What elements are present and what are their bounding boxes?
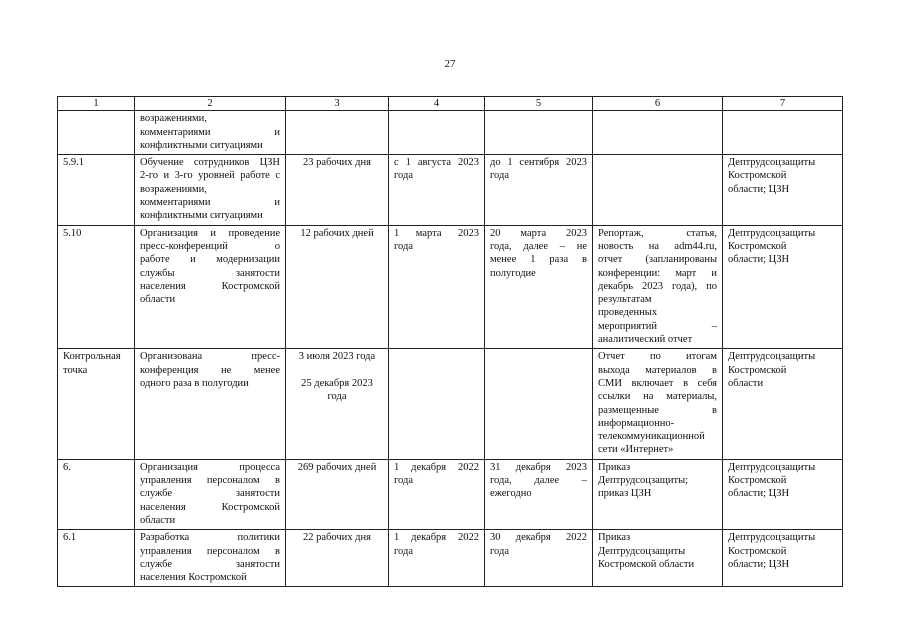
cell-text-line: 23 рабочих дня (303, 157, 371, 169)
activity-cell (135, 530, 286, 587)
cell-text-line: возражениями, (140, 113, 207, 125)
cell-text-line: года (490, 545, 509, 557)
start-date-cell (389, 530, 485, 587)
table-row (58, 530, 843, 587)
result-cell (593, 111, 723, 155)
cell-text-line: области; ЦЗН (728, 488, 790, 500)
result-cell (593, 155, 723, 225)
cell-text-line (291, 364, 383, 377)
cell-text-line: 31 декабря 2023 (490, 461, 587, 473)
cell-text-line: службе занятости (140, 488, 280, 500)
cell-text-line: Дептрудсоцзащиты (728, 532, 816, 544)
cell-text-line: точка (63, 364, 88, 376)
column-number-6: 6 (593, 97, 723, 111)
result-cell (593, 459, 723, 529)
table-row (58, 459, 843, 529)
end-date-cell (485, 349, 593, 459)
start-date-cell (389, 459, 485, 529)
cell-text-line: области; ЦЗН (728, 558, 790, 570)
column-number-4: 4 (389, 97, 485, 111)
cell-text-line: области (140, 294, 176, 306)
cell-text-line: года, далее – (490, 475, 587, 487)
cell-text-line: области (140, 514, 176, 526)
cell-text-line: области; ЦЗН (728, 183, 790, 195)
cell-text-line: Дептрудсоцзащиты (728, 157, 816, 169)
table-row (58, 155, 843, 225)
cell-text-line: ссылки на материалы, (598, 391, 717, 403)
start-date-cell (389, 349, 485, 459)
cell-text-line: 1 декабря 2022 (394, 532, 479, 544)
cell-text-line: возражениями, (140, 183, 207, 195)
item-number-cell (58, 155, 135, 225)
start-date-cell (389, 111, 485, 155)
cell-text-line: мероприятий – (598, 320, 717, 332)
plan-table (57, 96, 843, 587)
column-number-1: 1 (58, 97, 135, 111)
cell-text-line: ежегодно (490, 488, 532, 500)
cell-text-line: года (490, 170, 509, 182)
item-number-cell (58, 225, 135, 349)
cell-text-line: информационно- (598, 417, 675, 429)
item-number-cell (58, 111, 135, 155)
cell-text-line: Дептрудсоцзащиты (728, 461, 816, 473)
cell-text-line: 5.9.1 (63, 157, 84, 169)
cell-text-line: результатам (598, 294, 652, 306)
cell-text-line: населения Костромской (140, 280, 280, 292)
result-cell (593, 225, 723, 349)
cell-text-line: Костромской области (598, 558, 695, 570)
cell-text-line: службе занятости (140, 558, 280, 570)
activity-cell (135, 349, 286, 459)
cell-text-line: Отчет по итогам (598, 351, 717, 363)
cell-text-line: года (394, 240, 413, 252)
item-number-cell (58, 349, 135, 459)
cell-text-line: управления персоналом в (140, 545, 280, 557)
cell-text-line: Костромской (728, 170, 787, 182)
cell-text-line: конфликтными ситуациями (140, 139, 263, 151)
duration-cell (286, 225, 389, 349)
cell-text-line: 6. (63, 461, 71, 473)
cell-text-line: отчет (запланированы (598, 254, 717, 266)
end-date-cell (485, 530, 593, 587)
cell-text-line: приказ ЦЗН (598, 488, 652, 500)
activity-cell (135, 155, 286, 225)
cell-text-line: СМИ включает в себя (598, 377, 717, 389)
cell-text-line: года (327, 390, 347, 402)
cell-text-line: с 1 августа 2023 (394, 157, 479, 169)
start-date-cell (389, 155, 485, 225)
cell-text-line: 25 декабря 2023 (301, 377, 373, 389)
column-number-3: 3 (286, 97, 389, 111)
cell-text-line: службы занятости (140, 267, 280, 279)
cell-text-line: 6.1 (63, 532, 77, 544)
cell-text-line: года, далее – не (490, 240, 587, 252)
duration-cell (286, 530, 389, 587)
cell-text-line: комментариями и (140, 197, 280, 209)
cell-text-line: аналитический отчет (598, 334, 693, 346)
cell-text-line: размещенные в (598, 404, 717, 416)
cell-text-line: комментариями и (140, 126, 280, 138)
cell-text-line: одного раза в полугодии (140, 377, 249, 389)
cell-text-line: Дептрудсоцзащиты; (598, 475, 689, 487)
cell-text-line: года (394, 545, 413, 557)
cell-text-line: управления персоналом в (140, 475, 280, 487)
table-body (58, 111, 843, 587)
start-date-cell (389, 225, 485, 349)
end-date-cell (485, 111, 593, 155)
activity-cell (135, 225, 286, 349)
item-number-cell (58, 459, 135, 529)
cell-text-line: Контрольная (63, 351, 121, 363)
column-number-5: 5 (485, 97, 593, 111)
cell-text-line: телекоммуникационной (598, 431, 705, 443)
cell-text-line: выхода материалов в (598, 364, 717, 376)
end-date-cell (485, 155, 593, 225)
table-row (58, 111, 843, 155)
responsible-cell (723, 349, 843, 459)
cell-text-line: 1 марта 2023 (394, 227, 479, 239)
cell-text-line: пресс-конференций о (140, 240, 280, 252)
cell-text-line: Организация и проведение (140, 227, 280, 239)
cell-text-line: Дептрудсоцзащиты (598, 545, 686, 557)
cell-text-line: проведенных (598, 307, 658, 319)
responsible-cell (723, 225, 843, 349)
cell-text-line: менее 1 раза в (490, 254, 587, 266)
cell-text-line: года (394, 475, 413, 487)
cell-text-line: Разработка политики (140, 532, 280, 544)
cell-text-line: 3 июля 2023 года (298, 351, 376, 363)
cell-text-line: сети «Интернет» (598, 444, 674, 456)
cell-text-line: Репортаж, статья, (598, 227, 717, 239)
duration-cell (286, 111, 389, 155)
duration-cell (286, 349, 389, 459)
responsible-cell (723, 155, 843, 225)
item-number-cell (58, 530, 135, 587)
duration-cell (286, 459, 389, 529)
cell-text-line: Организация процесса (140, 461, 280, 473)
duration-cell (286, 155, 389, 225)
cell-text-line: конфликтными ситуациями (140, 210, 263, 222)
cell-text-line: Костромской (728, 364, 787, 376)
cell-text-line: декабрь 2023 года), по (598, 280, 717, 292)
end-date-cell (485, 225, 593, 349)
cell-text-line: Приказ (598, 532, 631, 544)
cell-text-line: 12 рабочих дней (300, 227, 374, 239)
cell-text-line: Дептрудсоцзащиты (728, 351, 816, 363)
result-cell (593, 530, 723, 587)
responsible-cell (723, 111, 843, 155)
column-number-7: 7 (723, 97, 843, 111)
cell-text-line: до 1 сентября 2023 (490, 157, 587, 169)
activity-cell (135, 111, 286, 155)
end-date-cell (485, 459, 593, 529)
responsible-cell (723, 530, 843, 587)
cell-text-line: 269 рабочих дней (297, 461, 377, 473)
cell-text-line: населения Костромской (140, 572, 247, 584)
cell-text-line: Костромской (728, 475, 787, 487)
table-row (58, 225, 843, 349)
page-number: 27 (444, 58, 456, 70)
result-cell (593, 349, 723, 459)
cell-text-line: Костромской (728, 545, 787, 557)
cell-text-line: населения Костромской (140, 501, 280, 513)
cell-text-line: Костромской (728, 240, 787, 252)
cell-text-line: Организована пресс- (140, 351, 280, 363)
cell-text-line: года (394, 170, 413, 182)
cell-text-line: области (728, 377, 764, 389)
cell-text-line: Дептрудсоцзащиты (728, 227, 816, 239)
table-row (58, 349, 843, 459)
cell-text-line: Приказ (598, 461, 631, 473)
cell-text-line: 22 рабочих дня (303, 532, 371, 544)
cell-text-line: полугодие (490, 267, 536, 279)
cell-text-line: 2-го и 3-го уровней работе с (140, 170, 280, 182)
cell-text-line: 5.10 (63, 227, 82, 239)
cell-text-line: 30 декабря 2022 (490, 532, 587, 544)
cell-text-line: 1 декабря 2022 (394, 461, 479, 473)
column-number-2: 2 (135, 97, 286, 111)
cell-text-line: новость на adm44.ru, (598, 240, 717, 252)
column-number-row (58, 97, 843, 111)
cell-text-line: работе и модернизации (140, 254, 280, 266)
cell-text-line: Обучение сотрудников ЦЗН (140, 157, 280, 169)
cell-text-line: области; ЦЗН (728, 254, 790, 266)
responsible-cell (723, 459, 843, 529)
cell-text-line: конференция не менее (140, 364, 280, 376)
cell-text-line: конференции: март и (598, 267, 717, 279)
cell-text-line: 20 марта 2023 (490, 227, 587, 239)
activity-cell (135, 459, 286, 529)
